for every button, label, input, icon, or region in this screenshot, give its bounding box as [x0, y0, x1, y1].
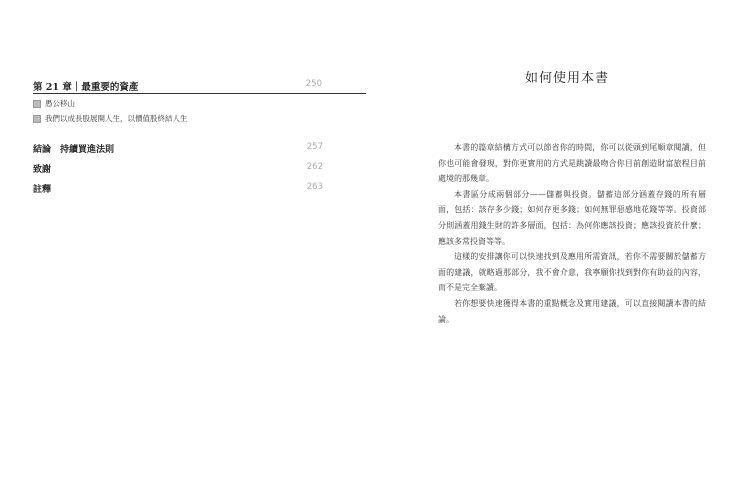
toc-entry-page: 257 — [306, 142, 323, 152]
toc-entry-label: 結論 持續買進法則 — [33, 145, 115, 155]
body-text — [438, 140, 706, 327]
toc-entry-conclusion — [33, 142, 323, 156]
toc-entry-page: 262 — [306, 162, 323, 172]
paragraph: 若你想要快速獲得本書的重點概念及實用建議，可以直接閱讀本書的結論。 — [438, 298, 706, 324]
bullet-box-icon — [33, 100, 41, 108]
bullet-box-icon — [33, 115, 41, 123]
paragraph: 本書區分成兩個部分——儲蓄與投資。儲蓄這部分涵蓋存錢的所有層面，包括：該存多少錢；如何存更多錢；如何無罪惡感地花錢等等。投資部分則涵蓋用錢生財的許多層面，包括：為何你應該投資；應該投資於什麼；應該多常投資等等。 — [438, 189, 706, 246]
toc-subitem — [33, 113, 188, 124]
toc-subitem-label: 愚公移山 — [45, 99, 75, 108]
paragraph: 這樣的安排讓你可以快速找到及應用所需資訊，若你不需要關於儲蓄方面的建議，就略過那部分，我不會介意，我寧願你找到對你有助益的內容，而不是完全棄讀。 — [438, 252, 706, 293]
toc-subitem — [33, 98, 75, 109]
page-title: 如何使用本書 — [525, 71, 610, 86]
toc-entry-acknowledgements — [33, 162, 323, 176]
toc-subitem-label: 我們以成長股展開人生，以價值股終結人生 — [45, 114, 188, 123]
toc-entry-label: 註釋 — [33, 185, 52, 195]
right-page-how-to-use — [375, 0, 750, 491]
toc-entry-notes — [33, 182, 323, 196]
paragraph: 本書的篇章結構方式可以節省你的時間，你可以從頭到尾順章閱讀，但你也可能會發現，對你更實用的方式是跳讀最吻合你目前創造財富旅程目前處境的那幾章。 — [438, 143, 706, 184]
toc-chapter-21 — [33, 79, 366, 94]
toc-entry-page: 263 — [306, 182, 323, 192]
toc-chapter-title: 第 21 章｜最重要的資產 — [33, 82, 139, 93]
toc-chapter-page: 250 — [305, 79, 322, 89]
toc-entry-label: 致謝 — [33, 165, 52, 175]
